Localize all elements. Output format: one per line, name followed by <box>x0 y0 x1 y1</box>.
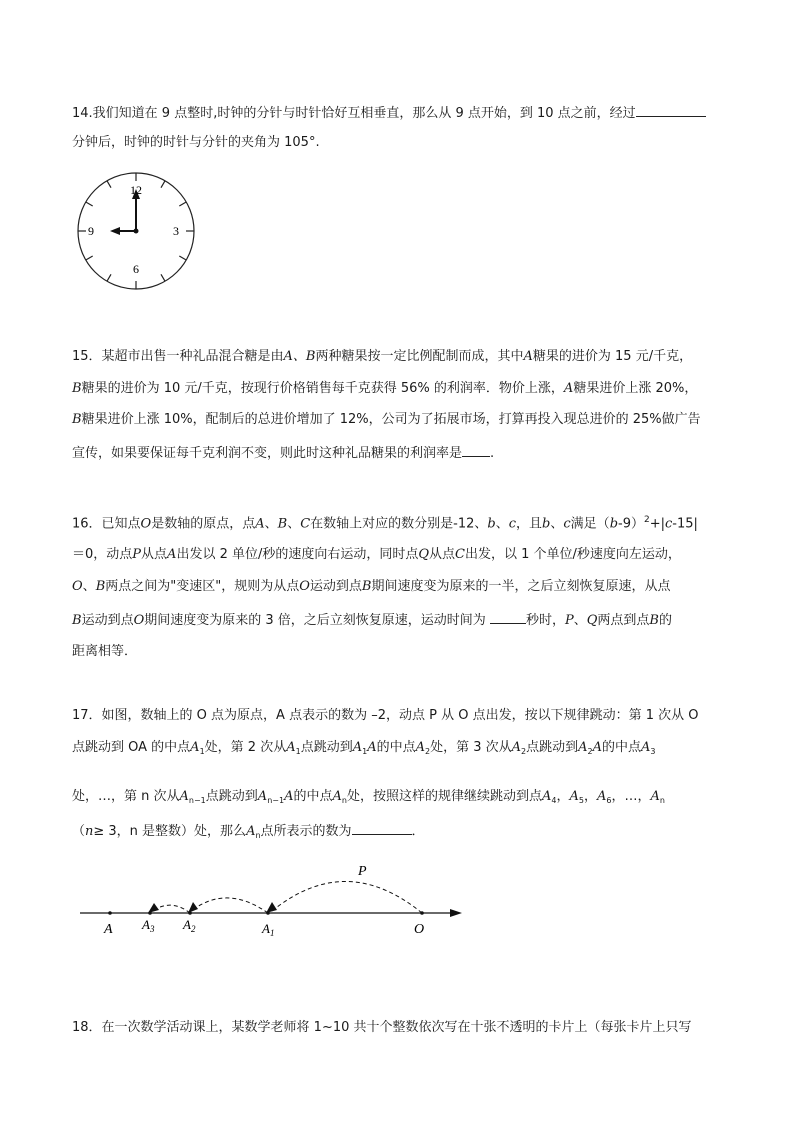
clock-center <box>134 229 139 234</box>
q16-line1: 16．已知点O是数轴的原点，点A、B、C在数轴上对应的数分别是-12、b、c，且b、c满足$(b-9)^2+|c-15|$ <box>72 515 698 532</box>
q17-line2: 点跳动到 OA 的中点$A_1$处，第 2 次从$A_1$点跳动到$A_1A$的中点$A_2$处，第 3 次从$A_2$点跳动到$A_2A$的中点$A_3$ <box>72 740 656 756</box>
point-A <box>108 911 112 915</box>
arrowhead-icon <box>266 902 277 913</box>
q17-line3: 处，…，第 n 次从$A_{n-1}$点跳动到$A_{n-1}A$的中点$A_n$处，按照这样的规律继续跳动到点$A_4$，$A_5$，$A_6$，…，$A_n$ <box>72 789 665 805</box>
q14-answer-blank[interactable] <box>636 104 706 117</box>
clock-figure <box>72 169 202 295</box>
q15-line2: B糖果的进价为 10 元/千克，按现行价格销售每千克获得 56% 的利润率．物价上涨，A糖果进价上涨 20%， <box>72 381 698 396</box>
q18-line1: 18．在一次数学活动课上，某数学老师将 1~10 共十个整数依次写在十张不透明的卡片上（每张卡片上只写 <box>72 1020 692 1035</box>
q15-line3: B糖果进价上涨 10%，配制后的总进价增加了 12%，公司为了拓展市场，打算再投入现总进价的 25%做广告 <box>72 412 701 427</box>
q14-line1: 14.我们知道在 9 点整时,时钟的分针与时针恰好互相垂直，那么从 9 点开始，到 10 点之前，经过 <box>72 104 706 122</box>
clock-number-6: 6 <box>133 262 139 276</box>
label-A1: $A_1$ <box>262 921 275 938</box>
arrowhead-icon <box>188 902 198 913</box>
clock-number-9: 9 <box>88 224 94 238</box>
number-line-figure <box>76 855 466 940</box>
label-O: O <box>414 922 425 937</box>
jump-arc-1 <box>272 881 422 913</box>
clock-number-12: 12 <box>130 183 142 197</box>
q17-line1: 17．如图，数轴上的 O 点为原点，A 点表示的数为 –2，动点 P 从 O 点出发，按以下规律跳动：第 1 次从 O <box>72 708 699 723</box>
arrowhead-icon <box>148 903 159 913</box>
axis-arrow-icon <box>450 909 462 917</box>
jump-arc-2 <box>194 898 268 913</box>
q14-line2: 分钟后，时钟的时针与分针的夹角为 105°. <box>72 135 320 150</box>
label-A: A <box>104 922 113 937</box>
q16-line4: B运动到点O期间速度变为原来的 3 倍，之后立刻恢复原速，运动时间为 秒时，P、Q两点到点B的 <box>72 613 672 628</box>
q15-line4: 宣传，如果要保证每千克利润不变，则此时这种礼品糖果的利润率是 . <box>72 446 495 461</box>
q15-line1: 15．某超市出售一种礼品混合糖是由A、B两种糖果按一定比例配制而成，其中A糖果的进价为 15 元/千克， <box>72 349 693 364</box>
hour-hand-arrow <box>110 227 120 235</box>
q16-line5: 距离相等． <box>72 644 138 659</box>
q15-answer-blank[interactable] <box>462 444 490 457</box>
label-A3: $A_3$ <box>142 917 155 934</box>
q17-line4: （n≥ 3，n 是整数）处，那么$A_n$点所表示的数为 ． <box>72 824 425 840</box>
label-P: P <box>358 864 367 879</box>
q17-answer-blank[interactable] <box>352 822 412 835</box>
q16-answer-blank[interactable] <box>490 611 526 624</box>
clock-number-3: 3 <box>173 224 179 238</box>
q16-line2: ＝0，动点P从点A出发以 2 单位/秒的速度向右运动，同时点Q从点C出发，以 1 个单位/秒速度向左运动， <box>72 547 681 562</box>
q16-line3: O、B两点之间为"变速区"，规则为从点O运动到点B期间速度变为原来的一半，之后立刻恢复原速，从点 <box>72 579 671 594</box>
label-A2: $A_2$ <box>183 917 196 934</box>
jump-arc-3 <box>154 905 190 913</box>
